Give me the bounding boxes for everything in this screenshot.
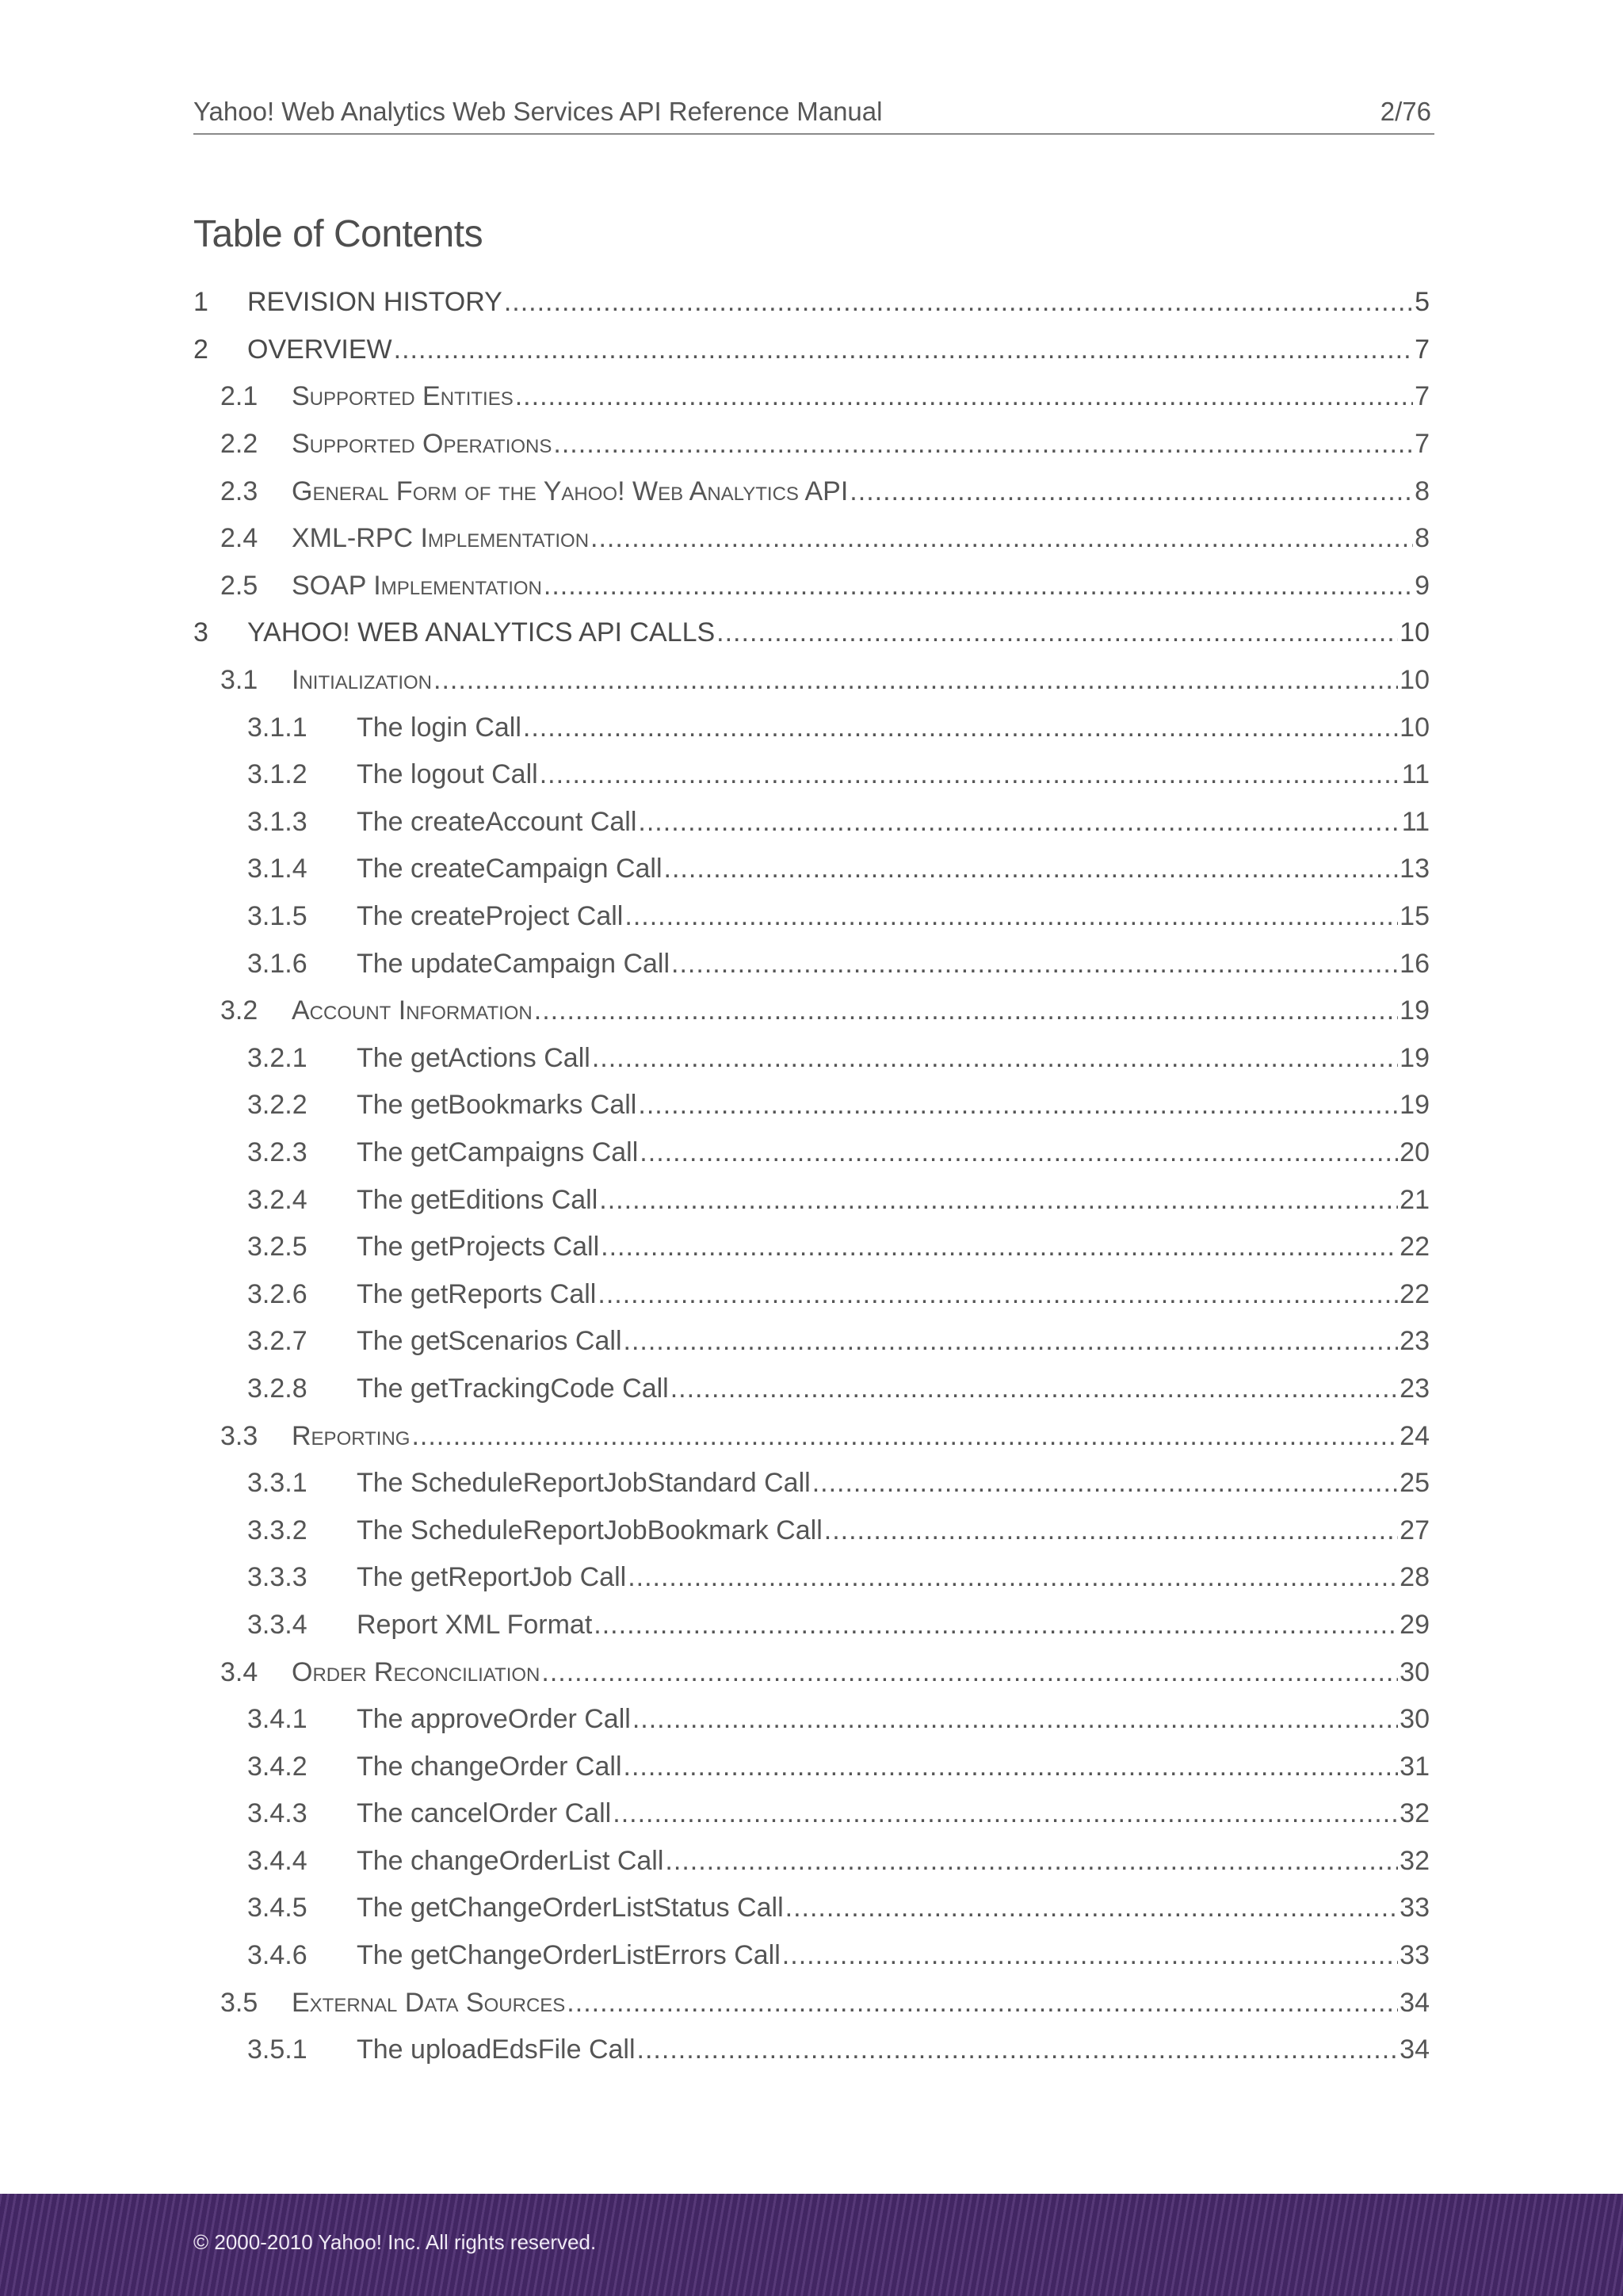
toc-entry-page[interactable]: 22: [1400, 1278, 1430, 1309]
toc-leader-dots: [624, 901, 1398, 932]
toc-entry[interactable]: [193, 2027, 1430, 2074]
page-header: [193, 94, 1434, 135]
toc-entry-page[interactable]: 19: [1400, 1090, 1430, 1121]
toc-entry[interactable]: [193, 279, 1430, 327]
toc-leader-dots: [394, 334, 1413, 365]
toc-entry-number: 3.3.4: [247, 1609, 307, 1640]
toc-leader-dots: [504, 287, 1413, 318]
toc-entry[interactable]: [193, 563, 1430, 610]
toc-leader-dots: [541, 1657, 1398, 1688]
toc-entry[interactable]: [193, 893, 1430, 941]
toc-leader-dots: [523, 712, 1398, 743]
toc-entry[interactable]: [193, 1035, 1430, 1083]
toc-leader-dots: [613, 1798, 1398, 1829]
toc-entry[interactable]: [193, 1507, 1430, 1554]
toc-entry-number: 3.3: [220, 1420, 258, 1451]
toc-entry[interactable]: [193, 1696, 1430, 1744]
toc-entry[interactable]: [193, 1318, 1430, 1366]
toc-entry[interactable]: [193, 1790, 1430, 1838]
toc-entry[interactable]: [193, 1932, 1430, 1980]
toc-leader-dots: [594, 1610, 1398, 1641]
toc-entry[interactable]: [193, 1838, 1430, 1885]
toc-entry[interactable]: [193, 1648, 1430, 1696]
toc-entry-title[interactable]: The login Call: [357, 712, 521, 743]
toc-leader-dots: [632, 1704, 1398, 1735]
toc-entry[interactable]: [193, 373, 1430, 421]
toc-entry-number: 3.2.2: [247, 1090, 307, 1121]
toc-leader-dots: [624, 1752, 1399, 1782]
toc-entry-number: 3.5.1: [247, 2034, 307, 2065]
toc-entry[interactable]: [193, 1224, 1430, 1271]
toc-leader-dots: [411, 1421, 1398, 1452]
toc-entry-title[interactable]: The ScheduleReportJobBookmark Call: [357, 1515, 823, 1545]
toc-entry[interactable]: [193, 704, 1430, 751]
toc-entry-title[interactable]: The changeOrderList Call: [357, 1845, 664, 1876]
toc-leader-dots: [670, 1373, 1398, 1404]
toc-entry-page[interactable]: 15: [1400, 901, 1430, 932]
toc-entry-title[interactable]: The createCampaign Call: [357, 854, 663, 884]
toc-entry[interactable]: [193, 1366, 1430, 1413]
toc-entry-page[interactable]: 30: [1400, 1656, 1430, 1687]
toc-leader-dots: [601, 1232, 1398, 1263]
toc-entry-page[interactable]: 21: [1400, 1184, 1430, 1215]
toc-entry[interactable]: [193, 1743, 1430, 1790]
toc-entry-page[interactable]: 23: [1400, 1373, 1430, 1404]
toc-leader-dots: [553, 429, 1413, 460]
toc-entry-title[interactable]: XML-RPC Implementation: [292, 523, 590, 554]
toc-entry-title[interactable]: The getEditions Call: [357, 1184, 598, 1215]
toc-leader-dots: [540, 759, 1400, 790]
toc-entry-title[interactable]: External Data Sources: [292, 1987, 566, 2018]
toc-leader-dots: [782, 1940, 1398, 1971]
toc-leader-dots: [590, 523, 1413, 554]
toc-entry-title[interactable]: REVISION HISTORY: [247, 287, 502, 318]
toc-entry-title[interactable]: SOAP Implementation: [292, 570, 542, 601]
toc-entry-number: 3.2.7: [247, 1326, 307, 1357]
toc-entry[interactable]: [193, 1979, 1430, 2027]
toc-leader-dots: [664, 854, 1399, 884]
toc-entry-page[interactable]: 13: [1400, 854, 1430, 884]
toc-entry-page[interactable]: 33: [1400, 1940, 1430, 1971]
toc-entry-page[interactable]: 10: [1400, 665, 1430, 696]
toc-entry-page[interactable]: 22: [1400, 1232, 1430, 1263]
toc-entry[interactable]: [193, 327, 1430, 374]
toc-entry-page[interactable]: 31: [1400, 1751, 1430, 1782]
toc-entry-page[interactable]: 7: [1415, 429, 1430, 460]
page-footer: [0, 2194, 1623, 2296]
table-of-contents: [193, 279, 1430, 2074]
toc-entry-page[interactable]: 10: [1400, 712, 1430, 743]
toc-entry-title[interactable]: General Form of the Yahoo! Web Analytics API: [292, 476, 849, 506]
toc-leader-dots: [640, 1137, 1398, 1168]
toc-entry[interactable]: [193, 1412, 1430, 1460]
toc-leader-dots: [598, 1279, 1398, 1310]
toc-entry-title[interactable]: The getScenarios Call: [357, 1326, 622, 1357]
toc-entry-number: 3.3.1: [247, 1468, 307, 1499]
toc-entry-title[interactable]: The getTrackingCode Call: [357, 1373, 669, 1404]
toc-entry-number: 3.1.5: [247, 901, 307, 932]
toc-entry[interactable]: [193, 751, 1430, 799]
toc-entry-title[interactable]: Initialization: [292, 665, 433, 696]
toc-entry-number: 3.2.4: [247, 1184, 307, 1215]
toc-entry-page[interactable]: 23: [1400, 1326, 1430, 1357]
toc-entry-page[interactable]: 20: [1400, 1137, 1430, 1167]
toc-entry-number: 2.5: [220, 570, 258, 601]
toc-entry-number: 3.2.6: [247, 1278, 307, 1309]
toc-entry-page[interactable]: 25: [1400, 1468, 1430, 1499]
toc-entry-page[interactable]: 16: [1400, 948, 1430, 979]
toc-entry-number: 3.5: [220, 1987, 258, 2018]
toc-entry-number: 3.1: [220, 665, 258, 696]
toc-entry[interactable]: [193, 515, 1430, 563]
toc-entry-title[interactable]: The createProject Call: [357, 901, 624, 932]
toc-entry-number: 2.4: [220, 523, 258, 554]
toc-entry[interactable]: [193, 1129, 1430, 1177]
toc-entry-page[interactable]: 27: [1400, 1515, 1430, 1545]
toc-entry-title[interactable]: Supported Operations: [292, 429, 552, 460]
toc-heading: Table of Contents: [193, 213, 483, 255]
toc-leader-dots: [812, 1468, 1398, 1499]
toc-entry-number: 3.2.3: [247, 1137, 307, 1167]
toc-entry[interactable]: [193, 988, 1430, 1035]
toc-entry[interactable]: [193, 1554, 1430, 1602]
toc-entry-number: 3.1.6: [247, 948, 307, 979]
toc-entry-number: 2: [193, 334, 208, 365]
toc-entry[interactable]: [193, 609, 1430, 657]
toc-entry-number: 2.3: [220, 476, 258, 506]
toc-entry[interactable]: [193, 1082, 1430, 1129]
toc-entry-title[interactable]: Report XML Format: [357, 1609, 593, 1640]
toc-entry-page[interactable]: 7: [1415, 381, 1430, 412]
copyright-notice: © 2000-2010 Yahoo! Inc. All rights reserved.: [193, 2230, 597, 2254]
toc-entry-title[interactable]: The getBookmarks Call: [357, 1090, 637, 1121]
toc-entry-title[interactable]: The approveOrder Call: [357, 1704, 631, 1735]
toc-entry-page[interactable]: 34: [1400, 2034, 1430, 2065]
toc-leader-dots: [433, 665, 1398, 696]
toc-entry-number: 3.4.5: [247, 1893, 307, 1924]
toc-entry-number: 3.4.1: [247, 1704, 307, 1735]
toc-entry[interactable]: [193, 1176, 1430, 1224]
toc-leader-dots: [624, 1326, 1399, 1357]
toc-entry-page[interactable]: 7: [1415, 334, 1430, 365]
toc-leader-dots: [628, 1562, 1398, 1593]
toc-entry-page[interactable]: 10: [1400, 617, 1430, 648]
toc-entry-title[interactable]: OVERVIEW: [247, 334, 392, 365]
toc-entry-page[interactable]: 8: [1415, 476, 1430, 506]
toc-entry-page[interactable]: 11: [1401, 806, 1430, 837]
toc-entry-title[interactable]: The changeOrder Call: [357, 1751, 622, 1782]
toc-entry[interactable]: [193, 846, 1430, 893]
toc-entry-title[interactable]: The getChangeOrderListErrors Call: [357, 1940, 781, 1971]
toc-entry-title[interactable]: The ScheduleReportJobStandard Call: [357, 1468, 811, 1499]
toc-entry-page[interactable]: 19: [1400, 995, 1430, 1026]
toc-entry-number: 3.3.2: [247, 1515, 307, 1545]
toc-entry-title[interactable]: The getReports Call: [357, 1278, 597, 1309]
toc-entry-title[interactable]: YAHOO! WEB ANALYTICS API CALLS: [247, 617, 716, 648]
toc-entry-number: 3.1.3: [247, 806, 307, 837]
toc-entry-number: 3.2.8: [247, 1373, 307, 1404]
toc-entry-number: 3.4: [220, 1656, 258, 1687]
toc-leader-dots: [638, 807, 1400, 838]
toc-entry-title[interactable]: Order Reconciliation: [292, 1656, 540, 1687]
toc-entry-page[interactable]: 33: [1400, 1893, 1430, 1924]
toc-entry-page[interactable]: 24: [1400, 1420, 1430, 1451]
toc-leader-dots: [785, 1893, 1399, 1924]
toc-leader-dots: [534, 995, 1398, 1026]
toc-leader-dots: [716, 617, 1398, 648]
toc-entry[interactable]: [193, 1460, 1430, 1507]
toc-entry-number: 3.4.4: [247, 1845, 307, 1876]
toc-leader-dots: [638, 1090, 1398, 1121]
toc-leader-dots: [567, 1988, 1398, 2019]
toc-entry-page[interactable]: 19: [1400, 1042, 1430, 1073]
toc-entry[interactable]: [193, 1270, 1430, 1318]
toc-entry-page[interactable]: 28: [1400, 1562, 1430, 1593]
toc-leader-dots: [544, 571, 1413, 602]
toc-entry-number: 3.4.3: [247, 1798, 307, 1829]
toc-entry[interactable]: [193, 468, 1430, 515]
toc-entry-page[interactable]: 9: [1415, 570, 1430, 601]
toc-entry-number: 3.4.2: [247, 1751, 307, 1782]
toc-entry-number: 3.1.1: [247, 712, 307, 743]
toc-entry-page[interactable]: 29: [1400, 1609, 1430, 1640]
toc-entry-page[interactable]: 32: [1400, 1798, 1430, 1829]
toc-entry-number: 2.2: [220, 429, 258, 460]
document-title: Yahoo! Web Analytics Web Services API Reference Manual: [193, 97, 883, 126]
toc-entry-title[interactable]: Account Information: [292, 995, 533, 1026]
toc-entry-title[interactable]: The cancelOrder Call: [357, 1798, 612, 1829]
toc-entry-title[interactable]: The updateCampaign Call: [357, 948, 670, 979]
toc-entry-title[interactable]: The uploadEdsFile Call: [357, 2034, 636, 2065]
toc-leader-dots: [850, 476, 1413, 507]
toc-leader-dots: [665, 1846, 1398, 1877]
toc-entry-title[interactable]: The createAccount Call: [357, 806, 637, 837]
toc-entry-number: 2.1: [220, 381, 258, 412]
toc-leader-dots: [637, 2034, 1399, 2065]
toc-entry-page[interactable]: 8: [1415, 523, 1430, 554]
toc-entry-title[interactable]: The logout Call: [357, 759, 538, 790]
toc-leader-dots: [592, 1043, 1398, 1074]
toc-leader-dots: [515, 381, 1413, 412]
toc-entry-number: 1: [193, 287, 208, 318]
page-number: 2/76: [1380, 97, 1431, 126]
toc-entry-title[interactable]: The getCampaigns Call: [357, 1137, 639, 1167]
toc-entry-number: 3.4.6: [247, 1940, 307, 1971]
toc-entry-number: 3: [193, 617, 208, 648]
toc-entry-title[interactable]: Reporting: [292, 1420, 411, 1451]
toc-entry-number: 3.2: [220, 995, 258, 1026]
toc-entry[interactable]: [193, 799, 1430, 846]
toc-entry-number: 3.3.3: [247, 1562, 307, 1593]
toc-entry-title[interactable]: The getReportJob Call: [357, 1562, 627, 1593]
toc-entry[interactable]: [193, 421, 1430, 468]
toc-entry-number: 3.1.2: [247, 759, 307, 790]
toc-leader-dots: [671, 949, 1398, 980]
toc-entry-page[interactable]: 32: [1400, 1845, 1430, 1876]
toc-entry-page[interactable]: 5: [1415, 287, 1430, 318]
toc-entry-title[interactable]: The getProjects Call: [357, 1232, 600, 1263]
toc-entry-number: 3.1.4: [247, 854, 307, 884]
toc-entry-number: 3.2.1: [247, 1042, 307, 1073]
toc-entry[interactable]: [193, 1602, 1430, 1649]
toc-entry[interactable]: [193, 1885, 1430, 1932]
toc-entry-title[interactable]: The getActions Call: [357, 1042, 590, 1073]
toc-entry-page[interactable]: 34: [1400, 1987, 1430, 2018]
toc-entry[interactable]: [193, 657, 1430, 705]
toc-entry[interactable]: [193, 940, 1430, 988]
toc-entry-number: 3.2.5: [247, 1232, 307, 1263]
toc-entry-title[interactable]: Supported Entities: [292, 381, 514, 412]
toc-entry-page[interactable]: 11: [1401, 759, 1430, 790]
toc-entry-page[interactable]: 30: [1400, 1704, 1430, 1735]
toc-leader-dots: [599, 1185, 1398, 1216]
toc-leader-dots: [824, 1515, 1398, 1546]
toc-entry-title[interactable]: The getChangeOrderListStatus Call: [357, 1893, 784, 1924]
